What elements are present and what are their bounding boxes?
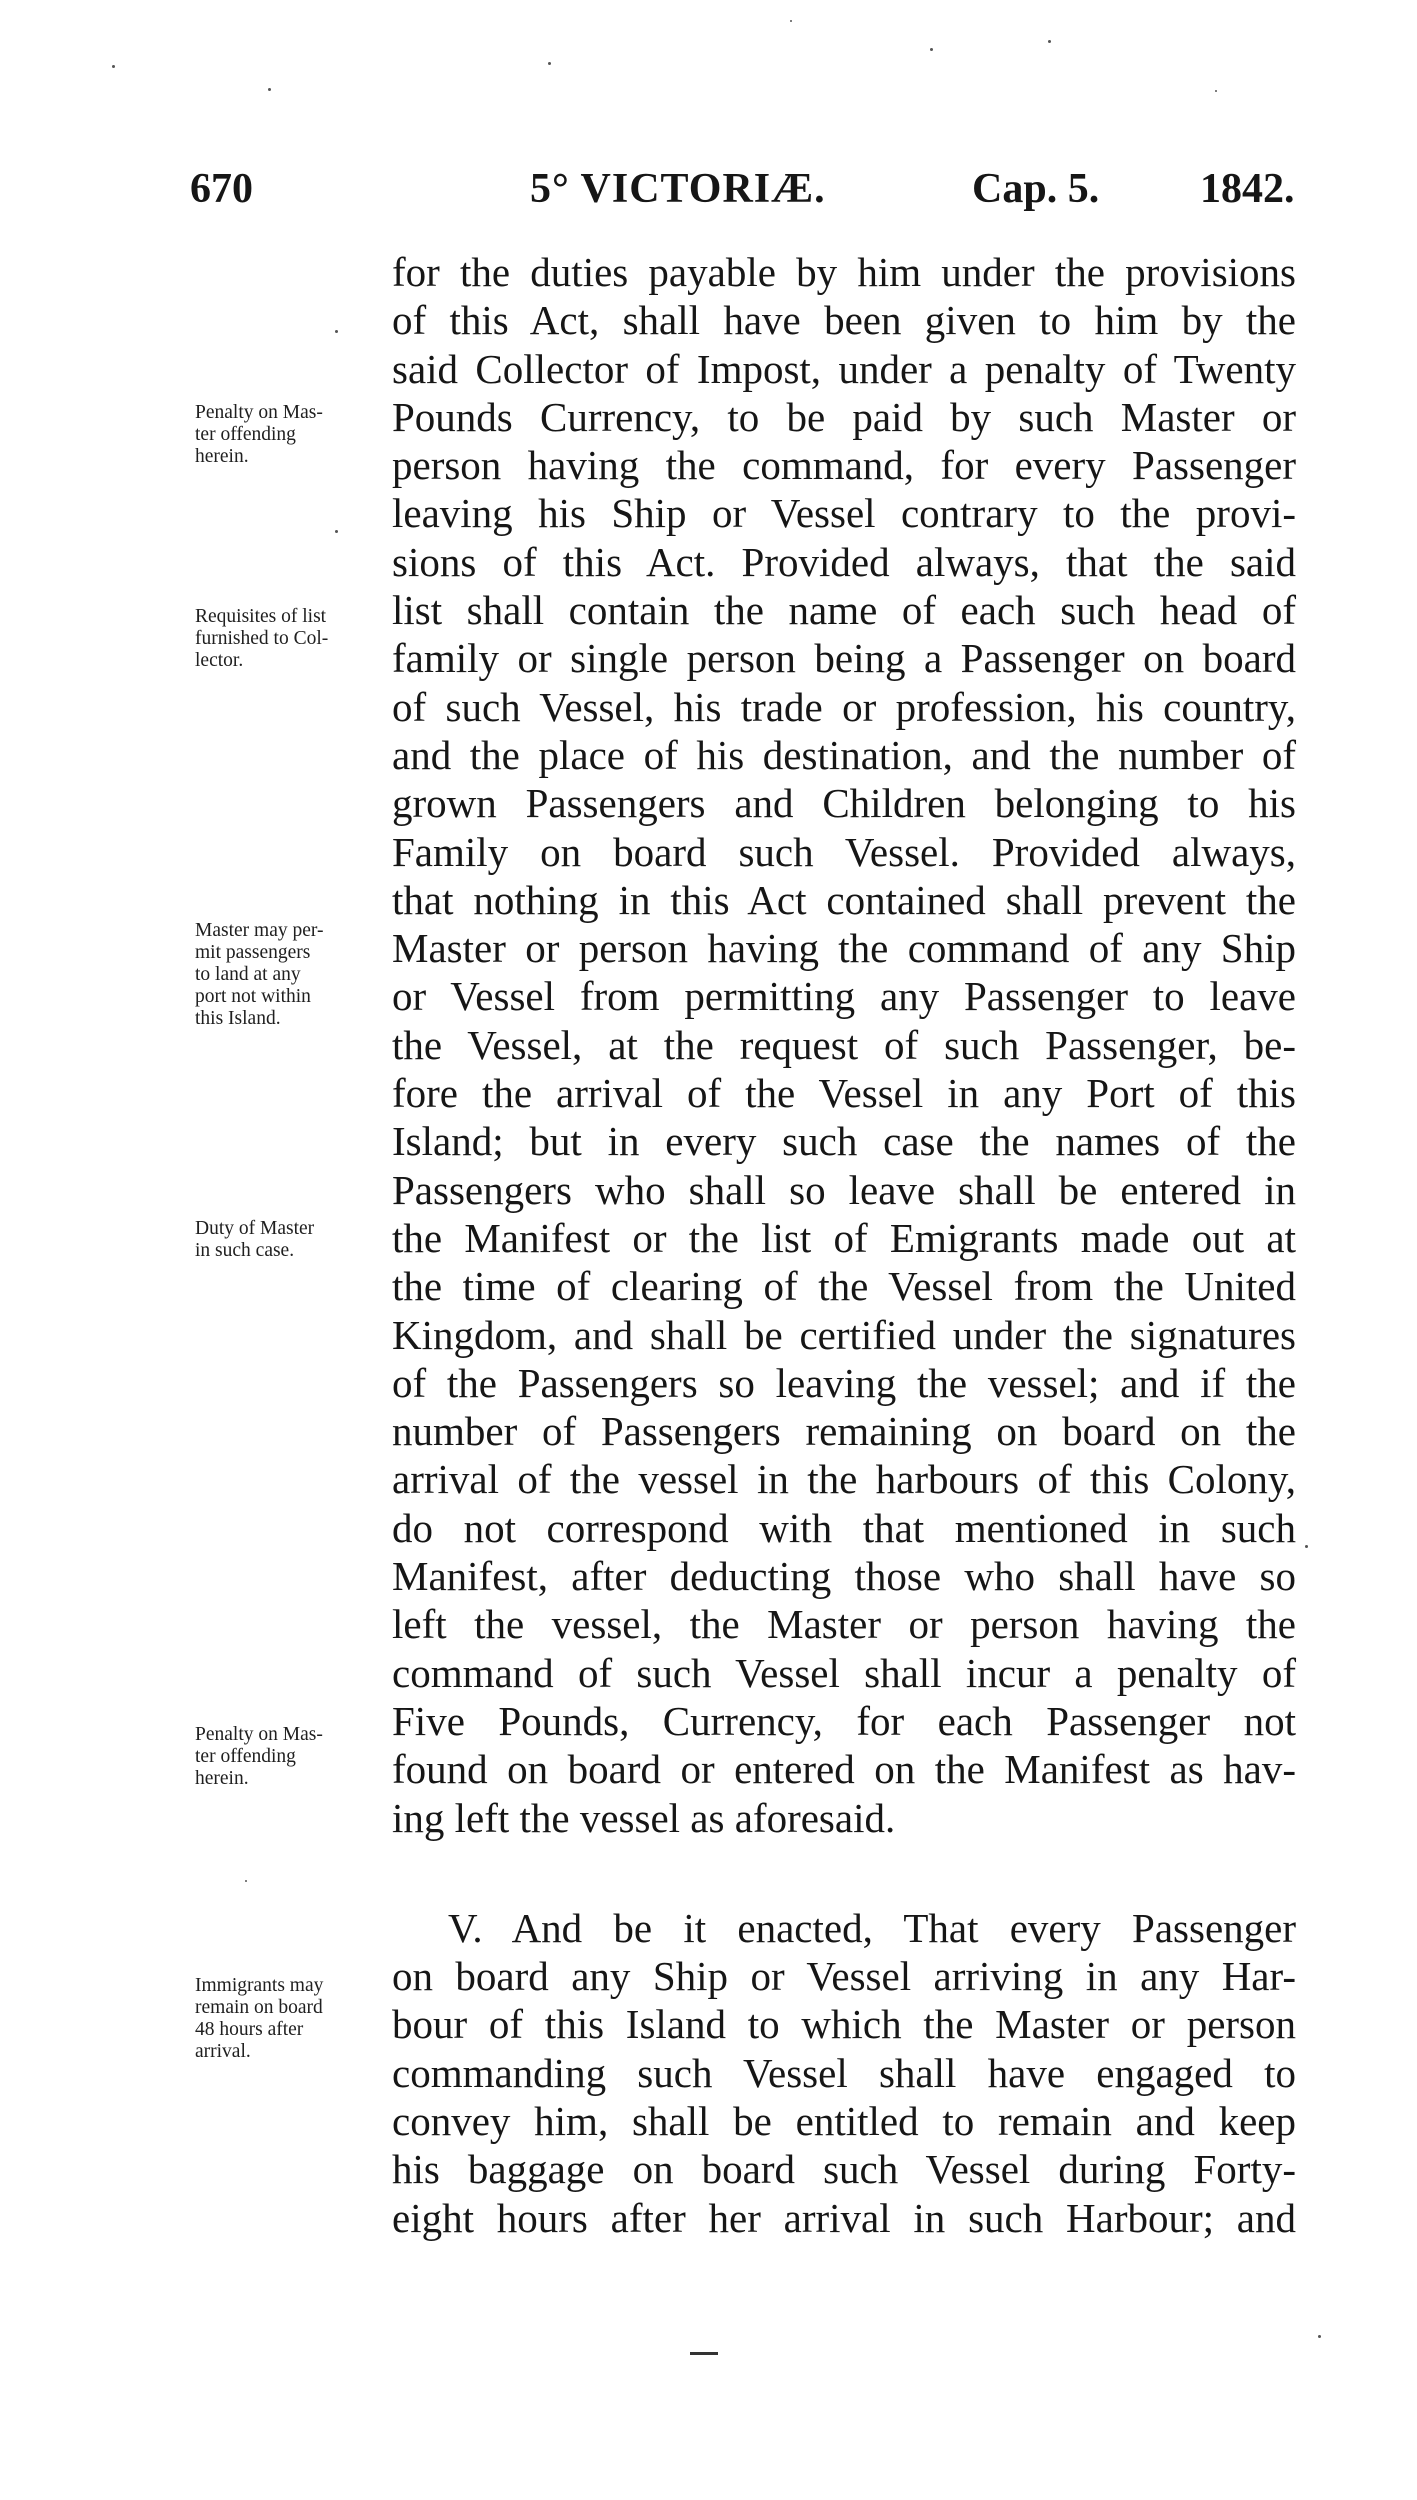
main-text-column bbox=[392, 248, 1296, 2242]
margin-note-line: this Island. bbox=[195, 1008, 281, 1029]
text-line: or Vessel from permitting any Passenger to leave bbox=[392, 973, 1296, 1020]
text-line: Passengers who shall so leave shall be entered in bbox=[392, 1166, 1296, 1213]
section-gap bbox=[392, 1842, 1296, 1904]
text-line: the Vessel, at the request of such Passenger, be- bbox=[392, 1021, 1296, 1068]
text-line: family or single person being a Passenger on board bbox=[392, 635, 1296, 682]
margin-note-duty-of-master bbox=[195, 1218, 415, 1262]
text-line: said Collector of Impost, under a penalty of Twenty bbox=[392, 345, 1296, 392]
text-line: the time of clearing of the Vessel from the United bbox=[392, 1263, 1296, 1310]
text-line: arrival of the vessel in the harbours of this Colony, bbox=[392, 1456, 1296, 1503]
text-line: that nothing in this Act contained shall prevent the bbox=[392, 876, 1296, 923]
text-line: leaving his Ship or Vessel contrary to the provi- bbox=[392, 490, 1296, 537]
text-line: do not correspond with that mentioned in such bbox=[392, 1504, 1296, 1551]
text-line: for the duties payable by him under the provisions bbox=[392, 249, 1296, 295]
margin-note-line: 48 hours after bbox=[195, 2019, 304, 2040]
margin-note-master-may-permit bbox=[195, 920, 415, 1030]
margin-note-line: Penalty on Mas- bbox=[195, 402, 323, 423]
text-line: person having the command, for every Passenger bbox=[392, 442, 1296, 489]
margin-note-line: herein. bbox=[195, 446, 249, 467]
running-title: 5° VICTORIÆ. bbox=[530, 166, 826, 212]
text-line: fore the arrival of the Vessel in any Port of this bbox=[392, 1070, 1296, 1117]
margin-note-line: ter offending bbox=[195, 1746, 296, 1767]
text-line: and the place of his destination, and the number of bbox=[392, 731, 1296, 778]
margin-note-line: herein. bbox=[195, 1768, 249, 1789]
margin-note-line: Requisites of list bbox=[195, 606, 327, 627]
margin-note-line: arrival. bbox=[195, 2041, 251, 2062]
margin-note-line: ter offending bbox=[195, 424, 296, 445]
text-line: of such Vessel, his trade or profession, his country, bbox=[392, 683, 1296, 730]
chapter-label: Cap. 5. bbox=[972, 166, 1100, 212]
margin-note-penalty bbox=[195, 402, 415, 468]
page-number: 670 bbox=[190, 166, 253, 212]
text-line: found on board or entered on the Manifest as hav- bbox=[392, 1746, 1296, 1793]
text-line: command of such Vessel shall incur a penalty of bbox=[392, 1649, 1296, 1696]
margin-note-line: Duty of Master bbox=[195, 1218, 315, 1239]
footer-dash bbox=[690, 2352, 718, 2355]
text-line: the Manifest or the list of Emigrants made out at bbox=[392, 1214, 1296, 1261]
margin-note-line: in such case. bbox=[195, 1240, 295, 1261]
margin-note-line: to land at any bbox=[195, 964, 301, 985]
margin-note-line: Master may per- bbox=[195, 920, 324, 941]
text-line: of this Act, shall have been given to him by the bbox=[392, 297, 1296, 344]
text-line: Family on board such Vessel. Provided always, bbox=[392, 828, 1296, 875]
margin-note-line: lector. bbox=[195, 650, 244, 671]
text-line: eight hours after her arrival in such Harbour; and bbox=[392, 2194, 1296, 2241]
section-v-paragraph bbox=[392, 1904, 1296, 2242]
text-line: Master or person having the command of any Ship bbox=[392, 925, 1296, 972]
text-line: Island; but in every such case the names of the bbox=[392, 1118, 1296, 1165]
margin-note-line: Penalty on Mas- bbox=[195, 1724, 323, 1745]
text-line: convey him, shall be entitled to remain and keep bbox=[392, 2097, 1296, 2144]
text-line: Kingdom, and shall be certified under the signatures bbox=[392, 1311, 1296, 1358]
year-label: 1842. bbox=[1200, 166, 1295, 212]
text-line: Manifest, after deducting those who shall have so bbox=[392, 1553, 1296, 1600]
paragraph-continued bbox=[392, 248, 1296, 1842]
text-line: number of Passengers remaining on board on the bbox=[392, 1408, 1296, 1455]
text-line: of the Passengers so leaving the vessel; and if the bbox=[392, 1359, 1296, 1406]
text-line: V. And be it enacted, That every Passenger bbox=[448, 1904, 1296, 1951]
text-line: Five Pounds, Currency, for each Passenger not bbox=[392, 1697, 1296, 1744]
margin-note-line: port not within bbox=[195, 986, 311, 1007]
text-line: commanding such Vessel shall have engaged to bbox=[392, 2049, 1296, 2096]
text-line: sions of this Act. Provided always, that the said bbox=[392, 538, 1296, 585]
text-line: left the vessel, the Master or person having the bbox=[392, 1601, 1296, 1648]
margin-note-line: furnished to Col- bbox=[195, 628, 329, 649]
text-line: on board any Ship or Vessel arriving in any Har- bbox=[392, 1953, 1296, 2000]
margin-note-immigrants bbox=[195, 1975, 415, 2063]
text-line: list shall contain the name of each such head of bbox=[392, 587, 1296, 634]
text-line: grown Passengers and Children belonging to his bbox=[392, 780, 1296, 827]
text-line: bour of this Island to which the Master or person bbox=[392, 2001, 1296, 2048]
running-header bbox=[190, 165, 1320, 225]
margin-note-penalty-2 bbox=[195, 1724, 415, 1790]
text-line: his baggage on board such Vessel during Forty- bbox=[392, 2146, 1296, 2193]
margin-note-line: mit passengers bbox=[195, 942, 311, 963]
text-line: Pounds Currency, to be paid by such Master or bbox=[392, 393, 1296, 440]
margin-note-line: remain on board bbox=[195, 1997, 323, 2018]
margin-note-requisites bbox=[195, 606, 415, 672]
margin-note-line: Immigrants may bbox=[195, 1975, 324, 1996]
text-line: ing left the vessel as aforesaid. bbox=[392, 1794, 896, 1841]
